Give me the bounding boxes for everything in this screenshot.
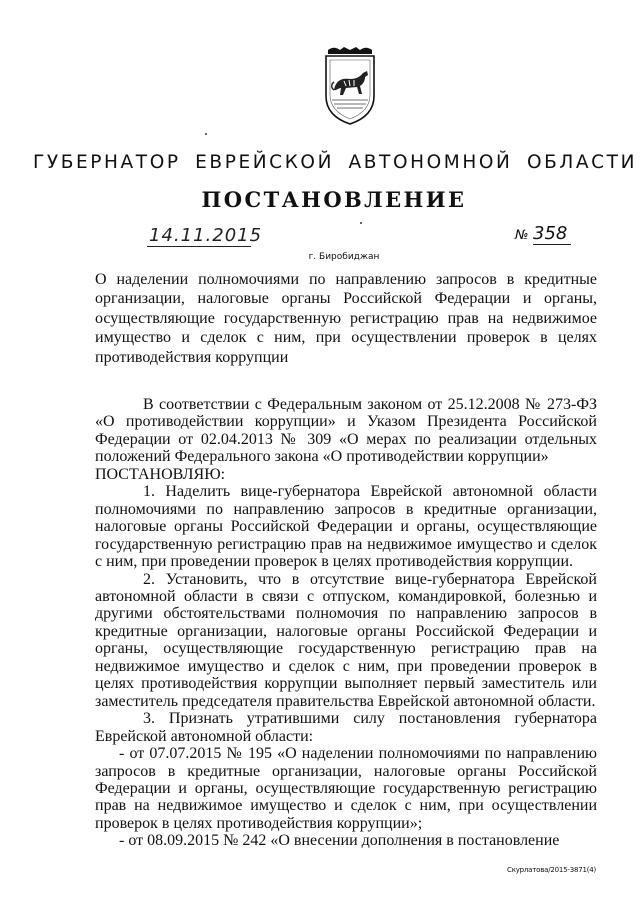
signing-date: 14.11.2015: [149, 225, 263, 246]
preamble-paragraph: В соответствии с Федеральным законом от 25.12.2008 № 273-ФЗ «О противодействии коррупции» и Указом Президента Российской Федерации от 02.04.2013 № 309 «О мерах по реализации отдельных положений Федерального закона «О противодействии коррупции»: [95, 396, 597, 466]
clause-3: 3. Признать утратившими силу постановления губернатора Еврейской автономной области:: [95, 710, 597, 745]
clause-2: 2. Установить, что в отсутствие вице-губернатора Еврейской автономной области в связи с отпуском, командировкой, болезнью и другими обстоятельствами полномочия по направлению запросов в кредитные организации, налоговые органы Российской Федерации и органы, осуществляющие государственную регистрацию прав на недвижимое имущество и сделок с ним, при проведении проверок в целях противодействия коррупции выполняет первый заместитель или заместитель председателя правительства Еврейской автономной области.: [95, 570, 597, 710]
decree-word: ПОСТАНОВЛЯЮ:: [95, 465, 226, 483]
document-type: ПОСТАНОВЛЕНИЕ: [201, 187, 467, 212]
number-sign: №: [515, 228, 529, 243]
scan-speck: [205, 133, 207, 135]
footer-reference: Скурлатова/2015-3871(4): [507, 866, 597, 874]
scan-speck: [360, 222, 362, 224]
coat-of-arms-tiger-icon: [322, 46, 378, 126]
document-number: 358: [533, 224, 571, 245]
clause-3-subitem-1: - от 07.07.2015 № 195 «О наделении полномочиями по направлению запросов в кредитные организации, налоговые органы Российской Федерации и органы, осуществляющие государственную регистрацию прав на недвижимое имущество и сделок с ним, при осуществлении проверок в целях противодействия коррупции»;: [95, 745, 597, 832]
issuing-authority: ГУБЕРНАТОР ЕВРЕЙСКОЙ АВТОНОМНОЙ ОБЛАСТИ: [32, 152, 638, 173]
city-line: г. Биробиджан: [308, 252, 380, 262]
document-title: О наделении полномочиями по направлению запросов в кредитные организации, налоговые органы Российской Федерации и органы, осуществляющие государственную регистрацию прав на недвижимое имущество и сделок с ним, при осуществлении проверок в целях противодействия коррупции: [95, 271, 597, 366]
document-body: [95, 396, 597, 850]
clause-3-subitem-2: - от 08.09.2015 № 242 «О внесении дополнения в постановление: [119, 832, 560, 850]
clause-1: 1. Наделить вице-губернатора Еврейской автономной области полномочиями по направлению запросов в кредитные организации, налоговые органы Российской Федерации и органы, осуществляющие государственную регистрацию прав на недвижимое имущество и сделок с ним, при проведении проверок в целях противодействия коррупции.: [95, 483, 597, 571]
